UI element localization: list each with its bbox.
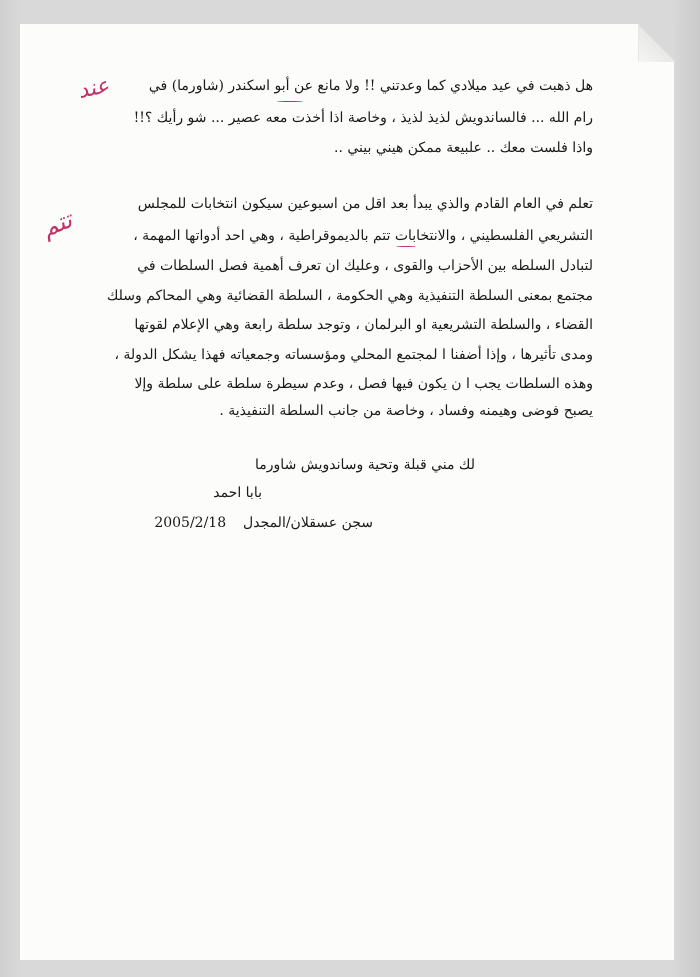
letter-line: مجتمع بمعنى السلطة التنفيذية وهي الحكومة ، السلطة القضائية وهي المحاكم وسلك <box>106 288 593 304</box>
folded-corner <box>638 24 675 62</box>
letter-line: وهذه السلطات يجب ا ن يكون فيها فصل ، وعدم سيطرة سلطة على سلطة وإلا <box>134 376 593 392</box>
letter-date: 2005/2/18 <box>154 515 227 531</box>
letter-line: ومدى تأثيرها ، وإذا أضفنا ا لمجتمع المحلي ومؤسساته وجمعياته فهذا يشكل الدولة ، <box>114 347 593 363</box>
handwritten-note: عند <box>75 73 112 104</box>
handwritten-note: تتم <box>37 205 77 243</box>
letter-line: التشريعي الفلسطيني ، والانتخابات تتم بالديموقراطية ، وهي احد أدواتها المهمة ، <box>133 228 593 244</box>
letter-line: هل ذهبت في عيد ميلادي كما وعدتني !! ولا مانع عن أبو اسكندر (شاورما) في <box>148 78 593 94</box>
letter-line: القضاء ، والسلطة التشريعية او البرلمان ، وتوجد سلطة رابعة وهي الإعلام لقوتها <box>134 317 593 333</box>
letter-place: سجن عسقلان/المجدل <box>243 515 373 531</box>
letter-line: واذا فلست معك .. علبيعة ممكن هيني بيني .. <box>334 140 593 156</box>
letter-line: لتبادل السلطه بين الأحزاب والقوى ، وعليك ان تعرف أهمية فصل السلطات في <box>137 258 593 274</box>
place-date-line <box>154 516 373 530</box>
handwritten-underline <box>277 101 303 102</box>
handwritten-underline <box>396 246 416 247</box>
sender-name: بابا احمد <box>213 485 262 501</box>
letter-line: رام الله ... فالساندويش لذيذ لذيذ ، وخاصة اذا أخذت معه عصير ... شو رأيك ؟!! <box>133 110 593 126</box>
letter-line: تعلم في العام القادم والذي يبدأ بعد اقل من اسبوعين سيكون انتخابات للمجلس <box>137 196 593 212</box>
paper-sheet <box>20 24 674 960</box>
closing-line: لك مني قبلة وتحية وساندويش شاورما <box>255 457 475 473</box>
letter-line: يصبح فوضى وهيمنه وفساد ، وخاصة من جانب السلطة التنفيذية . <box>219 403 593 419</box>
